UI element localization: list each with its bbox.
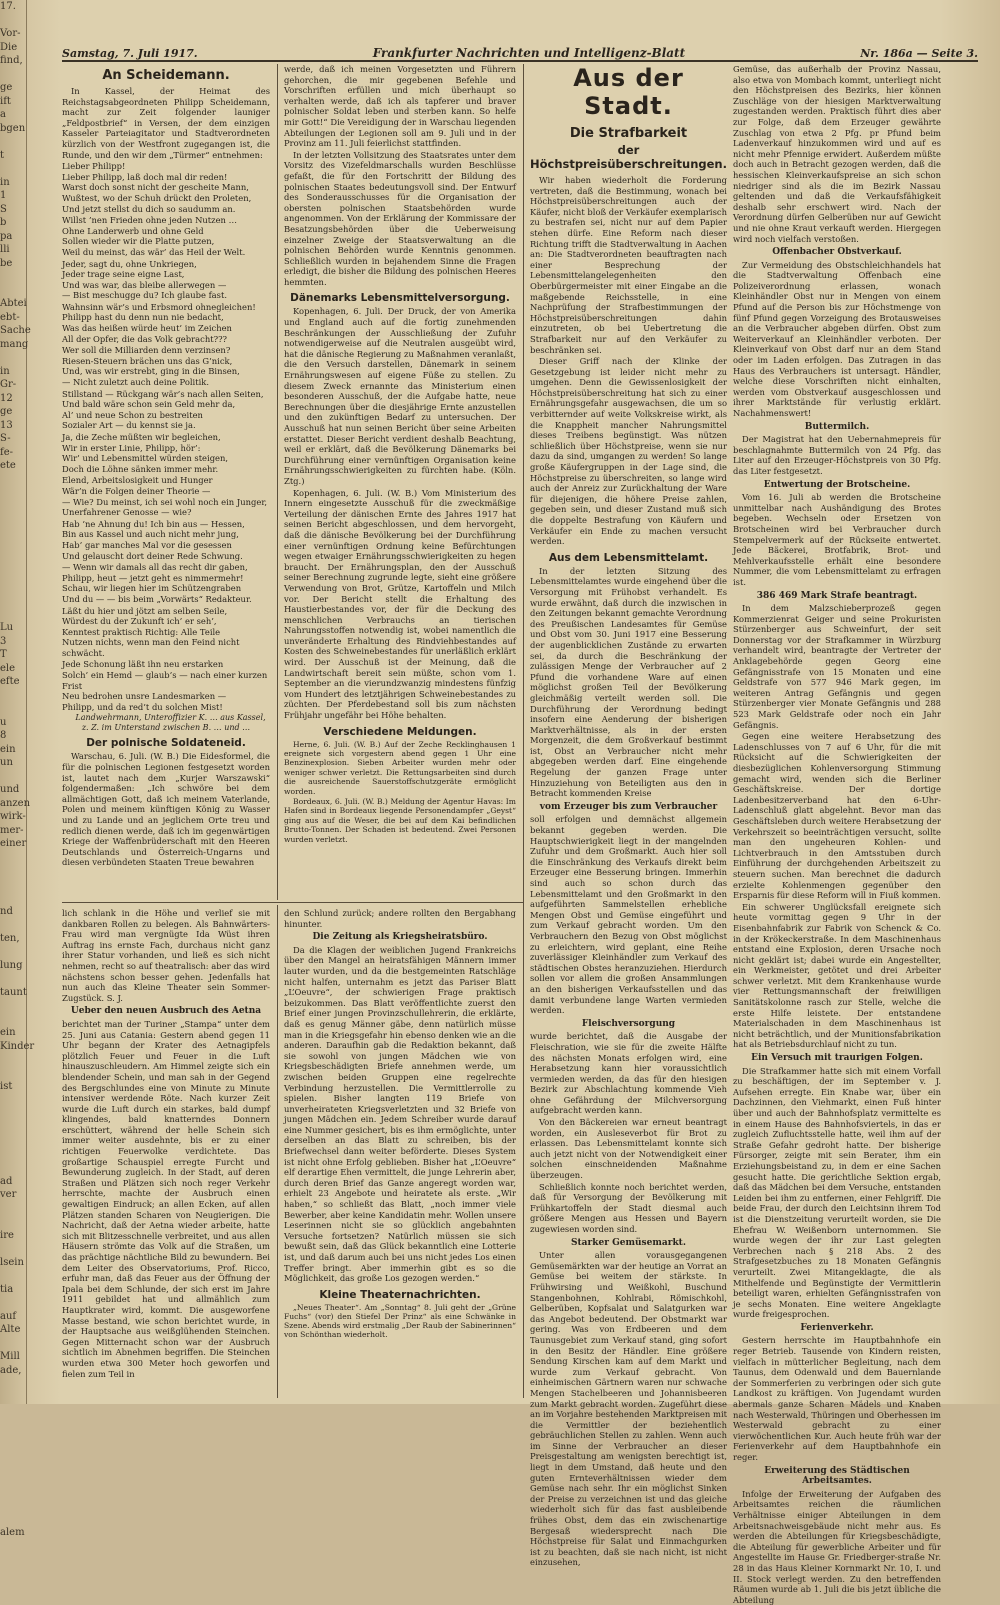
edge-fragment: in <box>0 176 10 188</box>
edge-fragment <box>0 918 26 932</box>
edge-fragment: be <box>0 257 13 269</box>
edge-fragment: taunt <box>0 986 27 998</box>
poem-stanza: Elend, Arbeitslosigkeit und Hunger Wär’n die Folgen deiner Theorie — — Wie? Du meinst, ich sei wohl noch ein Junger, Unerfahrener Genosse — wie? <box>62 475 268 518</box>
edge-fragment: ten, <box>0 932 20 944</box>
edge-fragment <box>0 851 26 865</box>
edge-fragment: ade, <box>0 1364 22 1376</box>
edge-fragment: ein <box>0 1027 16 1038</box>
edge-fragment <box>0 1202 26 1216</box>
edge-fragment: find, <box>0 55 23 66</box>
article-body: wurde berichtet, daß die Ausgabe der Fleischration, wie sie für die zweite Hälfte des nächsten Monats erfolgen wird, eine Herabsetzung kann hier voraussichtlich vermieden werden, da das für den hiesigen Bezirk zur Abschlachtung kommende Vieh ohne Gefährdung der Milchversorgung aufgebracht werden kann. <box>530 1031 727 1116</box>
article-body: Die Strafkammer hatte sich mit einem Vorfall zu beschäftigen, der im September v. J. Aufsehen erregte. Ein Knabe war, über ein Dachzinnen, den Viehmarkt, einen Fuß hinter über und auch der Bahnhofsplatz vermittelte es in einem Hause des Bahnhofsviertels, in das er zugleich Zufluchtsstelle hatte, weil ihm auf der Straße Gefahr gedroht hatte. Der bisherige Fürsorger, zeigte mit sein Berater, ihm ein Erziehungsbeistand zu, in dem er eine Sachen gesucht hatte. Die gerichtliche Sektion ergab, daß das Mädchen bei dem Versuche, entstanden Leiden bei ihm zu entfernen, einer Fehlgriff. Die beide Frau, der durch den Leichtsinn ihrem Tod ist die Dienstzeitung verurteilt worden, sie Die Ehefrau W. Weißenborn unternommen. Sie wurde wegen der ihr zur Last gelegten Verbrechen nach § 218 Abs. 2 des Strafgesetzbuches zu 18 Monaten Gefängnis verurteilt. Zwei Mitangeklagte, die als Mithelfende und Begünstigte der Vermittlerin beteiligt waren, erhielten Gefängnisstrafen von je sechs Monaten. Eine weitere Angeklagte wurde freigesprochen. <box>733 1065 941 1320</box>
edge-fragment <box>0 68 26 82</box>
edge-fragment: Lu <box>0 622 14 633</box>
edge-fragment <box>0 1296 26 1310</box>
edge-fragment <box>0 581 26 595</box>
edge-fragment <box>0 945 26 959</box>
edge-fragment: efte <box>0 676 20 687</box>
edge-fragment: ire <box>0 1229 14 1241</box>
edge-fragment: a <box>0 109 6 120</box>
poem-signature: Landwehrmann, Unteroffizier K. … aus Kassel, z. Z. im Unterstand zwischen B. … und … <box>75 713 266 732</box>
edge-fragment <box>0 500 26 514</box>
edge-fragment <box>0 1242 26 1256</box>
article-body: Schließlich konnte noch berichtet werden, daß für Versorgung der Bevölkerung mit Frühkartoffeln der Stadt diesmal auch größere Mengen aus Hessen und Bayern zugewiesen worden sind. <box>530 1181 727 1234</box>
poem-stanza: Jede Schonung läßt ihn neu erstarken Solch’ ein Hemd — glaub’s — nach einer kurzen Frist Neu bedrohen unsre Landesmarken — Philipp, und da red’t du solchen Mist! <box>62 659 268 712</box>
edge-fragment: ad <box>0 1175 13 1187</box>
poem-stanza: Wahnsinn wär’s und Erbsmord ohnegleichen! Philipp hast du denn nun nie bedacht, Was das heißen würde heut’ im Zeichen All der Opfer, die das Volk gebracht??? <box>62 301 256 344</box>
edge-fragment: Abtei <box>0 298 27 309</box>
edge-fragment <box>0 1094 26 1108</box>
article-body: Dieser Griff nach der Klinke der Gesetzgebung ist leider nicht mehr zu umgehen. Denn die Gewissenlosigkeit der Höchstpreisüberschreitung hat sich zu einer Ernährungsgefahr ausgewachsen, die um so verbitternder auf weite Volkskreise wirkt, als die Knappheit mancher Nahrungsmittel dieses Treibens begünstigt. Was nützen schließlich über Höchstpreise, wenn sie nur dazu da sind, umgangen zu werden! So lange große Käufergruppen in der Lage sind, die Höchstpreise zu überschreiten, so lange wird auch der Anreiz zur Zurückhaltung der Ware für diejenigen, die höhere Preise zahlen, gegeben sein, und dieser Zustand muß sich die doppelte Bestrafung von Käufern und Verkäufer ein Ende zu machen versucht werden. <box>530 356 727 547</box>
edge-fragment <box>0 567 26 581</box>
edge-fragment: 12 <box>0 392 13 404</box>
header-date: Samstag, 7. Juli 1917. <box>62 47 198 60</box>
article-body: Unter allen vorausgegangenen Gemüsemärkten war der heutige an Vorrat an Gemüse bei weitem der stärkste. In Frühwirsing und Weißkohl, Buschund Stangenbohnen, Kohlrabi, Römischkohl, Gelberüben, Kopfsalat und Salatgurken war das Angebot bedeutend. Der Obstmarkt war gering. Was von Erdbeeren und dem Taunusgebiet zum Verkauf stand, ging sofort in den Besitz der Händler. Eine größere Sendung Kirschen kam auf dem Markt und wurde zum Verkauf gebracht. Von einheimischen Gärtnern waren nur schwache Mengen Stachelbeeren und Johannisbeeren zum Markt gebracht worden. Zugeführt diese an im Vorjahre bestehenden Marktpreisen mit die Vermittler der beziehentlich gebräuchlichen Stellen zu zahlen. Wenn auch im Sinne der Verbraucher an dieser Preisgestaltung am wenigsten berechtigt ist, liegt in dem Umstand, daß heute und den guten Ernteverhältnissen wieder dem Gemüse nach sehr. Ihr ein möglichst Sinken der Preise zu verzeichnen ist und das gleiche wiederholt sich für das fast ausbleibende frühes Obst, dem das ein zwischenartige Bergesaß wiedersprecht nach Die Höchstpreise für Salat und Einmachgurken ist zu beachten, daß sie nach nicht, ist nicht einzusehen, <box>530 1250 727 1568</box>
edge-fragment: ein <box>0 743 16 755</box>
edge-fragment <box>0 1458 26 1472</box>
edge-fragment: lli <box>0 244 10 255</box>
edge-fragment: in <box>0 365 10 377</box>
edge-fragment: 1 <box>0 190 7 201</box>
edge-fragment: u <box>0 716 7 728</box>
edge-fragment <box>0 1404 26 1418</box>
edge-fragment: 8 <box>0 730 7 741</box>
edge-fragment: T <box>0 649 7 660</box>
edge-fragment <box>0 486 26 500</box>
edge-fragment <box>0 1337 26 1351</box>
subheading: Entwertung der Brotscheine. <box>763 479 911 490</box>
edge-fragment: Gr- <box>0 379 17 390</box>
article-an-scheidemann <box>62 64 270 900</box>
edge-fragment: Kinder <box>0 1040 35 1052</box>
edge-fragment: Vor- <box>0 28 21 39</box>
column-rule <box>277 64 278 900</box>
subheading: Ein Versuch mit traurigen Folgen. <box>751 1053 923 1064</box>
subheading: Ferienverkehr. <box>800 1322 874 1333</box>
section-rule <box>62 902 523 903</box>
column-aus-der-stadt <box>530 64 727 1568</box>
edge-fragment: un <box>0 757 13 768</box>
edge-fragment <box>0 891 26 905</box>
edge-fragment: wirk- <box>0 811 26 822</box>
poem-stanza: Willst ’nen Frieden ohne jeden Nutzen … Ohne Landerwerb und ohne Geld Sollen wieder wir die Platte putzen, Weil du meinst, das wär’ das Heil der Welt. <box>62 215 246 257</box>
column-four <box>733 64 941 1605</box>
news-item: Herne, 6. Juli. (W. B.) Auf der Zeche Recklinghausen 1 ereignete sich vorgestern abend gegen 1 Uhr eine Benzinexplosion. Sieben Arbeiter wurden mehr oder weniger schwer verletzt. Die Rettungsarbeiten sind durch die ausreichende Sauerstoffschutzgeräte ermöglicht worden. <box>284 739 516 796</box>
article-title: Aus dem Lebensmittelamt. <box>548 551 709 564</box>
edge-fragment <box>0 554 26 568</box>
edge-fragment <box>0 351 26 365</box>
article-body: Gestern herrschte im Hauptbahnhofe ein reger Betrieb. Tausende von Kindern reisten, vielfach in mütterlicher Begleitung, nach dem Taunus, dem Odenwald und dem Bauernlande der Sommerferien zu verbringen oder sich gute Landkost zu kräftigen. Von Jugendamt wurden abermals ganze Scharen Mädels und Knaben nach Westerwald, Thüringen und Oberhessen im Westerwald gebracht zu einer vierwöchentlichen Kur. Auch heute früh war der Ferienverkehr auf dem Hauptbahnhofe ein reger. <box>733 1335 941 1462</box>
subheading: Die Zeitung als Kriegsheiratsbüro. <box>312 932 488 943</box>
article-title: Der polnische Soldateneid. <box>86 737 246 750</box>
edge-fragment <box>0 878 26 892</box>
edge-fragment <box>0 972 26 986</box>
edge-fragment: b <box>0 217 7 228</box>
edge-fragment <box>0 1067 26 1081</box>
edge-fragment <box>0 1269 26 1283</box>
subheading: Starker Gemüsemarkt. <box>571 1237 686 1248</box>
edge-fragment <box>0 1512 26 1526</box>
article-body: „Neues Theater“. Am „Sonntag“ 8. Juli geht der „Grüne Fuchs“ (vor) den Stiefel Der Prinz“ als eine Schwänke in Szene. Abends wird erstmalig „Der Raub der Sabinerinnen“ von Schönthan wiederholt. <box>284 1302 516 1340</box>
article-body: soll erfolgen und demnächst allgemein bekannt gegeben werden. Die Hauptschwierigkeit liegt in der mangelnden Zufuhr und dem Großmarkt. Auch hier soll die Einschränkung des Verkaufs direkt beim Erzeuger eine Besserung bringen. Immerhin sind auch so schon durch das Lebensmittelamt und den Großmarkt in den aufgeführten Sammelstellen erhebliche Mengen Obst und Gemüse eingeführt und zum Verkauf gebracht worden. Um den Verbrauchern den Bezug von Obst möglichst zu erleichtern, wird geplant, eine Reihe zuverlässiger Kleinhändler zum Verkauf des städtischen Obstes heranzuziehen. Hierdurch sollen vor allem die großen Ansammlungen an den bisherigen Verkaufsstellen und das damit verbundene lange Warten vermieden werden. <box>530 814 727 1016</box>
article-body: Von den Bäckereien war erneut beantragt worden, ein Ausleseverbot für Brot zu erlassen. Das Lebensmittelamt konnte sich auch jetzt nicht von der Notwendigkeit einer solchen einschneidenden Maßnahme überzeugen. <box>530 1117 727 1181</box>
edge-fragment <box>0 1215 26 1229</box>
header-issue: Nr. 186a — Seite 3. <box>860 47 978 60</box>
article-body: Zur Vermeidung des Obstschleichhandels hat die Stadtverwaltung Offenbach eine Polizeiverordnung erlassen, wonach Kleinhändler Obst nur in Mengen von einem Pfund auf die Person bis zur Höchstmenge von fünf Pfund gegen Vorzeigung des Brotausweises an die Verbraucher abgeben dürfen. Obst zum Weiterverkauf an Kleinhändler verboten. Der Kleinverkauf von Obst darf nur an dem Stand oder im Laden erfolgen. Das Zutragen in das Haus des Verbrauchers ist untersagt. Händler, welche diese Vorschriften nicht einhalten, werden vom Obstverkauf ausgeschlossen und ihrer Marktstände für verlustig erklärt. Nachahmenswert! <box>733 259 941 418</box>
edge-fragment: Sache <box>0 325 31 336</box>
edge-fragment: fe- <box>0 446 13 458</box>
edge-fragment <box>0 1134 26 1148</box>
edge-fragment: mang <box>0 338 29 350</box>
edge-fragment: S <box>0 203 7 215</box>
article-body: Ein schwerer Unglücksfall ereignete sich heute vormittag gegen 9 Uhr in der Eisenbahnfabrik zur Fabrik von Schenck & Co. in der Krökeckerstraße. In dem Maschinenhaus entstand eine Explosion, deren Ursache noch nicht geklärt ist; dabei wurde ein Angestellter, ein Werkmeister, getötet und drei Arbeiter schwer verletzt. Mit dem Krankenhause wurde vier Rettungsmannschaft der freiwilligen Sanitätskolonne rasch zur Stelle, welche die erste Hilfe leistete. Der entstandene Materialschaden in dem Maschinenhaus ist nicht beträchtlich, und der Munitionsfabrikation hat als Betriebsdurchlauf nicht zu tun. <box>733 901 941 1050</box>
subheading: Offenbacher Obstverkauf. <box>772 247 902 258</box>
poem-stanza: Ja, die Zeche müßten wir begleichen, Wir in erster Linie, Philipp, hör’: Wir’ und Lebensmittel würden steigen, Doch die Löhne sänken immer mehr. <box>62 432 229 474</box>
edge-fragment <box>0 540 26 554</box>
adjacent-page-edge <box>0 0 35 1538</box>
edge-fragment <box>0 1121 26 1135</box>
poem-stanza: Lieber Philipp! Lieber Philipp, laß doch mal dir reden! Warst doch sonst nicht der gescheite Mann, Wußtest, wo der Schuh drückt den Proleten, Und jetzt stellst du dich so saudumm an. <box>62 161 252 214</box>
article-body: Gegen eine weitere Herabsetzung des Ladenschlusses von 7 auf 6 Uhr, für die mit Rücksicht auf die Schwierigkeiten der diesbezüglichen Kohlenversorgung Stimmung gemacht wird, wenden sich die Berliner Geschäftskreise. Der dortige Ladenbesitzerverband hat den 6-Uhr-Ladenschluß glatt abgelehnt. Bevor man das Geschäftsleben durch weitere Herabsetzung der Verkehrszeit so beeinträchtigen versucht, sollte man den ungeheuren Kohlen- und Lichtverbrauch in den Amtsstuben durch Einführung der durchgehenden Arbeitszeit zu steuern suchen. Man berechnet die dadurch erzielte Kohlenmengen gegenüber den Ersparnis für diese Reform will in Fiuß kommen. <box>733 731 941 901</box>
article-title: Verschiedene Meldungen. <box>323 725 477 738</box>
edge-fragment <box>0 1472 26 1486</box>
edge-fragment <box>0 1499 26 1513</box>
subheading: vom Erzeuger bis zum Verbraucher <box>539 801 718 812</box>
edge-fragment <box>0 702 26 716</box>
subheading: Buttermilch. <box>804 421 870 432</box>
subheading: Fleischversorgung <box>581 1018 676 1029</box>
edge-fragment <box>0 1377 26 1391</box>
article-title: Dänemarks Lebensmittelversorgung. <box>290 292 510 305</box>
article-body: In der letzten Vollsitzung des Staatsrates unter dem Vorsitz des Vizefeldmarschalls wurden Beschlüsse gefaßt, die für den Fortschritt der Bildung des polnischen Staates bedeutungsvoll sind. Der Entwurf des Sonderausschusses für die Organisation der obersten polnischen Staatsbehörden wurde angenommen. Von der Erklärung der Kommissare der Besatzungsbehörden über die Ueberweisung einzelner Zweige der Staatsverwaltung an die polnischen Behörden wurde Kenntnis genommen. Schließlich wurden in bejahendem Sinne die Fragen erledigt, die bisher die Bildung des polnischen Heeres hemmten. <box>284 149 516 287</box>
edge-fragment <box>0 689 26 703</box>
article-body: werde, daß ich meinen Vorgesetzten und Führern gehorchen, die mir gegebenen Befehle und Vorschriften erfüllen und mich überhaupt so verhalten werde, daß ich als tapferer und braver polnischer Soldat leben und sterben kann. So helfe mir Gott!“ Die Vereidigung der in Warschau liegenden Abteilungen der Legionen soll am 9. Juli und in der Provinz am 11. Juli feierlichst stattfinden. <box>284 64 516 149</box>
edge-fragment <box>0 1445 26 1459</box>
edge-fragment: 17. <box>0 1 16 12</box>
article-body: lich schlank in die Höhe und verlief sie mit dankbaren Rollen zu belegen. Als Bahnwärters-Frau wird man vergnügte Ida Wüst ihren Auftrag ins ernste Fach, durchaus nicht ganz ihrer Statur vorhanden, und ließ es sich nicht nehmen, recht so auf theatralisch: aber das wird nächstens schon besser gehen. Jedenfalls hat nun auch das Kleine Theater sein Sommer-Zugstück. S. J. <box>62 908 270 1003</box>
edge-fragment: Mill <box>0 1351 20 1362</box>
article-body: Gemüse, das außerhalb der Provinz Nassau, also etwa von Mombach kommt, unterliegt nicht den Höchstpreisen des Bezirks, hier können Zuschläge von der hiesigen Marktverwaltung zugestanden werden. Praktisch führt dies aber zur Folge, daß dem Erzeuger gewährte Zuschlag von etwa 2 Pfg. pr Pfund beim Ladenverkauf hinzukommen wird und auf es nicht mehr Pfennige erwidert. Außerdem müßte doch auch in Betracht gezogen werden, daß die hessischen Kleinverkaufspreise an sich schon niedriger sind als die im Bezirk Nassau geltenden und daß die Verkaufsfähigkeit deshalb sehr erschwert wird. Nach der Verordnung dürfen Gelberüben nur auf Gewicht und nie ohne Kraut verkauft werden. Hiergegen wird noch vielfach verstoßen. <box>733 64 941 244</box>
feuilleton-column <box>284 908 516 1398</box>
poem-stanza: — Wenn wir damals all das recht dir gaben, Philipp, heut — jetzt geht es nimmermehr! Schau, wir liegen hier im Schützengraben Und du — — bis beim „Vorwärts“ Redakteur. <box>62 562 252 604</box>
edge-fragment: mer- <box>0 824 24 836</box>
edge-fragment: bgen <box>0 122 26 134</box>
edge-fragment: t <box>0 149 5 161</box>
article-body: Warschau, 6. Juli. (W. B.) Die Eidesformel, die für die polnischen Legionen festgesetzt worden ist, lautet nach dem „Kurjer Warszawski“ folgendermaßen: „Ich schwöre bei dem allmächtigen Gott, daß ich meinem Vaterlande, Polen und meinem künftigen König zu Wasser und zu Lande und an jeglichem Orte treu und redlich dienen werde, daß ich im gegenwärtigen Kriege der Waffenbrüderschaft mit den Heeren Deutschlands und Österreich-Ungarns und diesen verbündeten Staaten Treue bewahren <box>62 751 270 868</box>
edge-fragment: ist <box>0 1081 13 1092</box>
edge-fragment: einer <box>0 838 27 849</box>
article-title: An Scheidemann. <box>102 68 230 83</box>
poem-stanza: Hab ’ne Ahnung du! Ich bin aus — Hessen, Bin aus Kassel und auch nicht mehr jung, Hab’ gar manches Mal vor die gesessen Und gelauscht dort deiner Rede Schwung. <box>62 518 245 561</box>
poem-stanza: Stillstand — Rückgang wär’s nach allen Seiten, Und bald wäre schon sein Geld mehr da, Al’ und neue Schon zu bestreiten Sozialer Art — du kennst sie ja. <box>62 388 264 431</box>
article-title: Die Strafbarkeit <box>569 126 688 141</box>
edge-fragment <box>0 1431 26 1445</box>
edge-fragment <box>0 999 26 1013</box>
edge-fragment: Alte <box>0 1324 21 1335</box>
column-two <box>284 64 516 900</box>
edge-fragment <box>0 1161 26 1175</box>
article-body: berichtet man der Turiner „Stampa“ unter dem 25. Juni aus Catania: Gestern abend gegen 11 Uhr begann der Krater des Aetnagipfels plötzlich Feuer und Feuer in die Luft hinauszuschleudern. Am Himmel zeigte sich ein blendender Schein, und man sah in der Gegend des Bergschlundes eine von Minute zu Minute intensiver werdende Röte. Nach kurzer Zeit wurde die Luft durch ein starkes, bald dumpf klingendes, bald knatterndes Donnern erschüttert, während der helle Schein sich immer weiter ausdehnte, bis er zu einer richtigen Feuerwolke verdichtete. Das großartige Schauspiel erregte Furcht und Bewunderung zugleich. In der Stadt, auf deren Straßen und Plätzen sich noch reger Verkehr herrschte, machte der Ausbruch einen gewaltigen Eindruck; an allen Ecken, auf allen Plätzen standen Scharen von Neugierigen. Die Nachricht, daß der Aetna wieder arbeite, hatte sich mit Blitzesschnelle verbreitet, und aus allen Häusern strömte das Volk auf die Straßen, um das prächtige nächtliche Bild zu bewundern. Bei dem Leiter des Observatoriums, Prof. Ricco, erfuhr man, daß das Feuer aus der Öffnung der Ipala bei dem Schlunde, der sich erst im Jahre 1911 gebildet hat und allmählich zum Hauptkrater wird, kommt. Die ausgeworfene Masse bestand, wie schon berichtet wurde, in der Hauptsache aus weißglühenden Steinchen. Gegen Mitternacht schon war der Ausbruch sichtlich im Abnehmen begriffen. Die Steinchen wurden etwa 300 Meter hoch geworfen und fielen zum Teil in <box>62 1018 270 1379</box>
subheading: 386 469 Mark Strafe beantragt. <box>756 590 918 601</box>
subheading: Erweiterung des Städtischen Arbeitsamtes. <box>764 1465 910 1487</box>
poem-stanza: Jeder, sagt du, ohne Unkriegen, Jeder trage seine eigne Last, Und was war, das bleibe allerwegen — — Bist meschugge du? Ich glaube fast. <box>62 258 227 301</box>
article-body: Kopenhagen, 6. Juli. Der Druck, der von Amerika und England auch auf die fortig zunehmenden Beschränkungen der Ausschließung der Zufuhr notwendigerweise auf die Neutralen ausgeübt wird, hat die dänische Regierung zu Maßnahmen veranlaßt, die den Versuch darstellen, Dänemark in seinem Ernährungswesen auf eigene Füße zu stellen. Zu diesem Zweck ernannte das Ministerium einen besonderen Ausschuß, der die Aufgabe hatte, neue Berechnungen über die diesjährige Ernte anzustellen und den zukünftigen Bedarf zu untersuchen. Der Ausschuß hat nun seinen Bericht über seine Arbeiten erstattet. Dieser Bericht verdient deshalb Beachtung, weil er erklärt, daß die Bevölkerung Dänemarks bei Durchführung einer vernünftigen Organisation keine Ernährungsschwierigkeiten zu fürchten habe. (Köln. Ztg.) <box>284 306 516 486</box>
edge-fragment <box>0 608 26 622</box>
edge-fragment: ge <box>0 406 13 417</box>
article-body: Der Magistrat hat den Uebernahmepreis für beschlagnahmte Buttermilch von 24 Pfg. das Liter auf den Erzeuger-Höchstpreis von 30 Pfg. das Liter festgesetzt. <box>733 434 941 476</box>
article-intro: In Kassel, der Heimat des Reichstagsabgeordneten Philipp Scheidemann, macht zur Zeit folgender launiger „Feldpostbrief“ in Versen, der dem einzigen Kasseler Parteiagitator und Stadtverordneten kürzlich von der Westfront zugegangen ist, die Runde, und den wir dem „Türmer“ entnehmen: <box>62 86 270 160</box>
section-title: Aus der Stadt. <box>573 64 684 120</box>
edge-fragment: lung <box>0 959 23 971</box>
edge-fragment <box>0 1053 26 1067</box>
edge-fragment <box>0 284 26 298</box>
edge-fragment: ete <box>0 460 16 471</box>
edge-fragment: tia <box>0 1283 14 1295</box>
edge-fragment: anzen <box>0 797 31 809</box>
article-body: Kopenhagen, 6. Juli. (W. B.) Vom Ministerium des Innern eingesetzte Ausschuß für die zweckmäßige Verteilung der dänischen Ernte des Jahres 1917 hat seinen Bericht abgeschlossen, und dem hervorgeht, daß die dänische Bevölkerung bei der Durchführung einer vernünftigen Ordnung keine Befürchtungen wegen etwaiger Ernährungsschwierigkeiten zu hegen braucht. Der Ernährungsplan, den der Ausschuß seiner Berechnung zugrunde legte, sieht eine größere Verwendung von Brot, Grütze, Kartoffeln und Milch vor. Der Bericht stellt die Erhaltung des Haustierbestandes vor, der für die Deckung des menschlichen Verbrauchs an tierischen Nahrungsstoffen notwendig ist, wobei namentlich die unveränderte Erhaltung des Rindviehbestandes auf Kosten des Schweinebestandes für unerläßlich erklärt wird. Der Ausschuß ist der Meinung, daß die Landwirtschaft bereit sein müßte, schon vom 1. September an die vierundzwanzig mindestens fünfzig vom Hundert des letztjährigen Schweinebestandes zu züchten. Der Pferdebestand soll bis zum nächsten Frühjahr ungefähr bei Höhe behalten. <box>284 487 516 721</box>
article-body: Vom 16. Juli ab werden die Brotscheine unmittelbar nach Aushändigung des Brotes begeben. Wechseln oder Ersetzen von Brotscheinen wird bei Verbraucher durch Stempelvermerk auf der Rückseite entwertet. Jede Bäckerei, Brotfabrik, Brot- und Mehlverkaufsstelle erhält eine besondere Nummer, die vom Lebensmittelamt zu erfragen ist. <box>733 492 941 587</box>
subheading: Ueber den neuen Ausbruch des Aetna <box>70 1006 262 1017</box>
edge-fragment: 3 <box>0 635 7 647</box>
edge-fragment: ebt- <box>0 311 20 323</box>
edge-fragment: ge <box>0 82 13 93</box>
edge-fragment <box>0 1391 26 1405</box>
article-body: In der letzten Sitzung des Lebensmittelamtes wurde eingehend über die Versorgung mit Frühobst verhandelt. Es wurde erwähnt, daß durch die inzwischen in den Zeitungen bekannt gemachte Verordnung des Preußischen Landesamtes für Gemüse und Obst vom 30. Juni 1917 eine Besserung der augenblicklichen Zustände zu erwarten sei, da durch die Beschränkung der zulässigen Menge der Verbraucher auf 2 Pfund die vorhandene Ware auf einen möglichst großen Teil der Bevölkerung gleichmäßig verteilt werden soll. Die Durchführung der Verordnung bedingt insofern eine Aenderung der bisherigen Marktverhältnisse, als in der ersten Morgenzeit, die dem Großverkauf bestimmt ist, Obst an Verbraucher nicht mehr abgegeben werden darf. Eine eingehende Regelung der ganzen Frage unter Hinzuziehung von Beteiligten aus den in Betracht kommenden Kreise <box>530 565 727 799</box>
edge-fragment: 13 <box>0 419 13 431</box>
edge-fragment <box>0 1418 26 1432</box>
column-rule <box>523 64 524 1398</box>
edge-fragment <box>0 1013 26 1027</box>
article-body: In dem Malzschieberprozeß gegen Kommerzienrat Geiger und seine Prokuristen Stürzenberger aus Schweinfurt, der seit Donnerstag vor der Strafkammer in Würzburg verhandelt wird, beantragte der Vertreter der Anklagebehörde gegen Georg eine Gefängnisstrafe von 15 Monaten und eine Geldstrafe von 577 946 Mark gegen, im weiteren Antrag Gefängnis und gegen Stürzenberger vier Monate Gefängnis und 288 523 Mark Geldstrafe oder noch ein Jahr Gefängnis. <box>733 603 941 730</box>
edge-fragment: ift <box>0 95 11 107</box>
poem-stanza: Läßt du hier und jötzt am selben Seile, Würdest du der Zukunft ich’ er seh’, Kenntest praktisch Richtig: Alle Teile Nutzen nichts, wenn man den Feind nicht schwächt. <box>62 605 240 658</box>
edge-fragment: auf <box>0 1310 17 1322</box>
edge-fragment <box>0 1148 26 1162</box>
column-rule <box>277 905 278 1398</box>
article-body: den Schlund zurück; andere rollten den Bergabhang hinunter. <box>284 908 516 929</box>
edge-fragment <box>0 594 26 608</box>
edge-fragment: ver <box>0 1189 17 1200</box>
edge-fragment <box>0 527 26 541</box>
edge-fragment: pa <box>0 230 13 242</box>
edge-fragment <box>0 1107 26 1121</box>
edge-fragment: nd <box>0 905 13 917</box>
edge-fragment: ele <box>0 662 16 674</box>
article-body: Infolge der Erweiterung der Aufgaben des Arbeitsamtes reichen die räumlichen Verhältnisse einiger Abteilungen in dem Arbeitsnachweisgebäude nicht mehr aus. Es werden die Abteilungen für Kriegsbeschädigte, die Abteilung für gewerbliche Arbeiter und für Angestellte im Hause Gr. Friedberger-straße Nr. 28 in das Haus Kleiner Kornmarkt Nr. 10, I. und II. Stock verlegt werden. Zu den betreffenden Räumen wurde ab 1. Juli die bis jetzt übliche die Abteilung <box>733 1488 941 1605</box>
edge-fragment <box>0 14 26 28</box>
edge-fragment: lsein <box>0 1256 24 1268</box>
edge-fragment <box>0 864 26 878</box>
edge-fragment <box>0 473 26 487</box>
page-header <box>62 40 978 62</box>
edge-fragment <box>0 270 26 284</box>
edge-fragment: Die <box>0 41 18 53</box>
edge-fragment <box>0 513 26 527</box>
edge-fragment <box>0 770 26 784</box>
article-subtitle: der Höchstpreisüberschreitungen. <box>530 143 727 171</box>
news-item: Bordeaux, 6. Juli. (W. B.) Meldung der Agentur Havas: Im Hafen sind in Bordeaux liegende Personendampfer „Geyst“ ging aus auf die Weser, die bei auf dem Kai befindlichen Brutto-Tonnen. Der Schaden ist bedeutend. Zwei Personen wurden verletzt. <box>284 797 516 844</box>
article-title: Kleine Theaternachrichten. <box>319 1288 481 1301</box>
poem-stanza: Wer soll die Milliarden denn verzinsen? Riesen-Steuern brächen uns das G’nick, Und, was wir erstrebt, ging in die Binsen, — Nicht zuletzt auch deine Politik. <box>62 345 240 388</box>
article-body: Wir haben wiederholt die Forderung vertreten, daß die Bestimmung, wonach bei Höchstpreisüberschreitungen auch der Käufer, nicht bloß der Verkäufer exemplarisch zu bestrafen sei, nicht nur auf dem Papier stehen dürfe. Eine Reform nach dieser Richtung trifft die Stadtverwaltung in Aachen an: Die Stadtverordneten beauftragten nach einer Besprechung der Lebensmittelangelegenheiten den Oberbürgermeister mit einer Eingabe an die maßgebende Reichsstelle, in eine Nachprüfung der Strafbestimmungen der Höchstpreisüberschreitungen dahin einzutreten, ob bei Uebertretung die Strafbarkeit nur auf den Verkäufer zu beschränken sei. <box>530 175 727 355</box>
edge-fragment: und <box>0 784 20 795</box>
header-masthead: Frankfurter Nachrichten und Intelligenz-Blatt <box>372 46 686 60</box>
edge-fragment: alem <box>0 1526 25 1538</box>
edge-fragment <box>0 162 26 176</box>
edge-fragment: S- <box>0 433 11 444</box>
article-body: Da die Klagen der weiblichen Jugend Frankreichs über den Mangel an heiratsfähigen Männern immer lauter wurden, und da die bestgemeinten Ratschläge nicht halfen, unternahm es jetzt das Pariser Blatt „L’Oeuvre“, der schwierigen Frage praktisch beizukommen. Das Blatt veröffentlichte zuerst den Brief einer jungen Provinzschullehrerin, die erklärte, daß es genug Männer gäbe, denn natürlich müsse man in die Kriegsgefahr hin ebenso denken wie an die anderen. Daraufhin gab die Redaktion bekannt, daß sie sowohl von jungen Mädchen wie von Kriegsbeschädigten Briefe annehmen werde, um zwischen beiden Gruppen eine regelrechte Verbindung herzustellen. Die Vermittlerrolle zu spielen. Bisher langten 119 Briefe von unverheirateten Kriegsverletzten und 32 Briefe von jungen Mädchen ein. Jedem Schreiber wurde darauf eine Nummer gesichert, bis es ihm ermöglichte, unter derselben an das Blatt zu schreiben, bis der Briefwechsel dann weiter beförderte. Dieses System ist nicht ohne Erfolg geblieben. Bisher hat „L’Oeuvre“ elf derartige Ehen vermittelt, die junge Lehrerin aber, durch deren Brief das Ganze angeregt worden war, erhielt 23 Angebote und heiratete als erste. „Wir haben,“ so schließt das Blatt, „noch immer viele Bewerber, aber keine Kandidatin mehr. Wollen unsere Leserinnen nicht sie so glücklich angebahnten Versuche fortsetzen? Natürlich müssen sie sich bewußt sein, daß das Glück bekanntlich eine Lotterie ist, und daß darum auch bei uns nicht jedes Los einen Treffer bringt. Aber immerhin gibt es so die Möglichkeit, das große Los gezogen werden.“ <box>284 944 516 1284</box>
feuilleton-column <box>62 908 270 1398</box>
edge-fragment <box>0 1485 26 1499</box>
edge-fragment <box>0 135 26 149</box>
